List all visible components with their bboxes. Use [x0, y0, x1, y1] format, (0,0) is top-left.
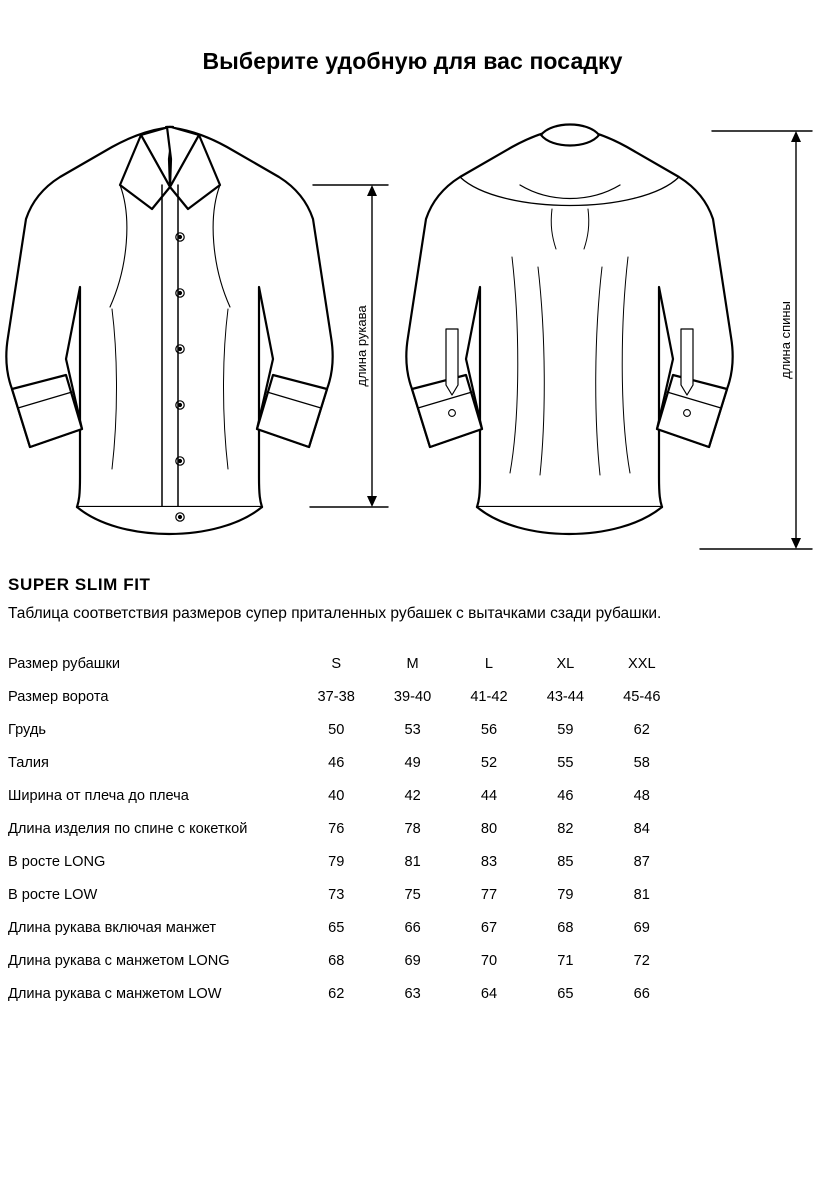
row-label: Талия [8, 754, 49, 771]
cell: 66 [404, 919, 421, 936]
cell: 69 [404, 952, 421, 969]
table-header-size-s: S [331, 655, 342, 672]
cell: 85 [557, 853, 574, 870]
table-row [8, 812, 680, 845]
table-row [8, 779, 680, 812]
front-shirt-graphic [6, 127, 332, 534]
table-header-row [8, 647, 680, 680]
cell: 82 [557, 820, 574, 837]
cell: 71 [557, 952, 574, 969]
cell: 68 [328, 952, 345, 969]
row-label: Ширина от плеча до плеча [8, 787, 189, 804]
cell: 43-44 [546, 688, 585, 705]
table-row [8, 944, 680, 977]
table-row [8, 746, 680, 779]
cell: 58 [633, 754, 650, 771]
row-label: Длина рукава с манжетом LONG [8, 952, 230, 969]
cell: 72 [633, 952, 650, 969]
size-table [8, 647, 680, 1010]
cell: 79 [557, 886, 574, 903]
fit-description-block [0, 575, 825, 625]
cell: 52 [480, 754, 498, 771]
cell: 83 [480, 853, 498, 870]
cell: 50 [328, 721, 345, 738]
cell: 87 [633, 853, 650, 870]
cell: 53 [404, 721, 421, 738]
cell: 39-40 [393, 688, 432, 705]
cell: 37-38 [317, 688, 355, 705]
cell: 42 [404, 787, 421, 804]
cell: 68 [557, 919, 574, 936]
cell: 62 [328, 985, 345, 1002]
cell: 63 [404, 985, 421, 1002]
fit-description: Таблица соответствия размеров супер приталенных рубашек с вытачками сзади рубашки. [8, 605, 662, 622]
row-label: Грудь [8, 721, 46, 738]
shirt-illustration [0, 97, 825, 557]
row-label: В росте LOW [8, 886, 98, 903]
cell: 64 [480, 985, 498, 1002]
cell: 65 [328, 919, 345, 936]
cell: 40 [328, 787, 345, 804]
front-sleeve-label: длина рукава [354, 305, 369, 387]
cell: 59 [557, 721, 574, 738]
cell: 81 [633, 886, 650, 903]
cell: 66 [633, 985, 650, 1002]
cell: 76 [328, 820, 345, 837]
cell: 48 [633, 787, 650, 804]
cell: 78 [404, 820, 421, 837]
row-label: Длина рукава включая манжет [8, 919, 217, 936]
cell: 80 [480, 820, 498, 837]
cell: 84 [633, 820, 650, 837]
cell: 62 [633, 721, 650, 738]
cell: 46 [328, 754, 345, 771]
cell: 55 [557, 754, 574, 771]
row-label: Длина изделия по спине с кокеткой [8, 820, 248, 837]
cell: 45-46 [623, 688, 661, 705]
row-label: Размер ворота [8, 688, 109, 705]
page-title: Выберите удобную для вас посадку [202, 48, 623, 74]
back-length-label: длина спины [778, 301, 793, 379]
cell: 67 [480, 919, 498, 936]
table-row [8, 713, 680, 746]
cell: 81 [404, 853, 421, 870]
cell: 79 [328, 853, 345, 870]
table-row [8, 680, 680, 713]
table-header-size-xxl: XXL [627, 655, 656, 672]
fit-name: SUPER SLIM FIT [8, 575, 151, 594]
cell: 56 [480, 721, 498, 738]
cell: 65 [557, 985, 574, 1002]
table-header-label: Размер рубашки [8, 655, 121, 672]
table-header-size-xl: XL [556, 655, 575, 672]
cell: 77 [480, 886, 498, 903]
row-label: В росте LONG [8, 853, 106, 870]
cell: 69 [633, 919, 650, 936]
table-row [8, 878, 680, 911]
cell: 41-42 [470, 688, 508, 705]
table-header-size-m: M [406, 655, 419, 672]
table-row [8, 977, 680, 1010]
cell: 44 [480, 787, 498, 804]
table-row [8, 845, 680, 878]
back-shirt-graphic [406, 125, 732, 535]
cell: 70 [480, 952, 498, 969]
table-row [8, 911, 680, 944]
cell: 73 [328, 886, 345, 903]
cell: 75 [404, 886, 421, 903]
cell: 49 [404, 754, 421, 771]
table-header-size-l: L [484, 655, 494, 672]
row-label: Длина рукава с манжетом LOW [8, 985, 222, 1002]
cell: 46 [557, 787, 574, 804]
